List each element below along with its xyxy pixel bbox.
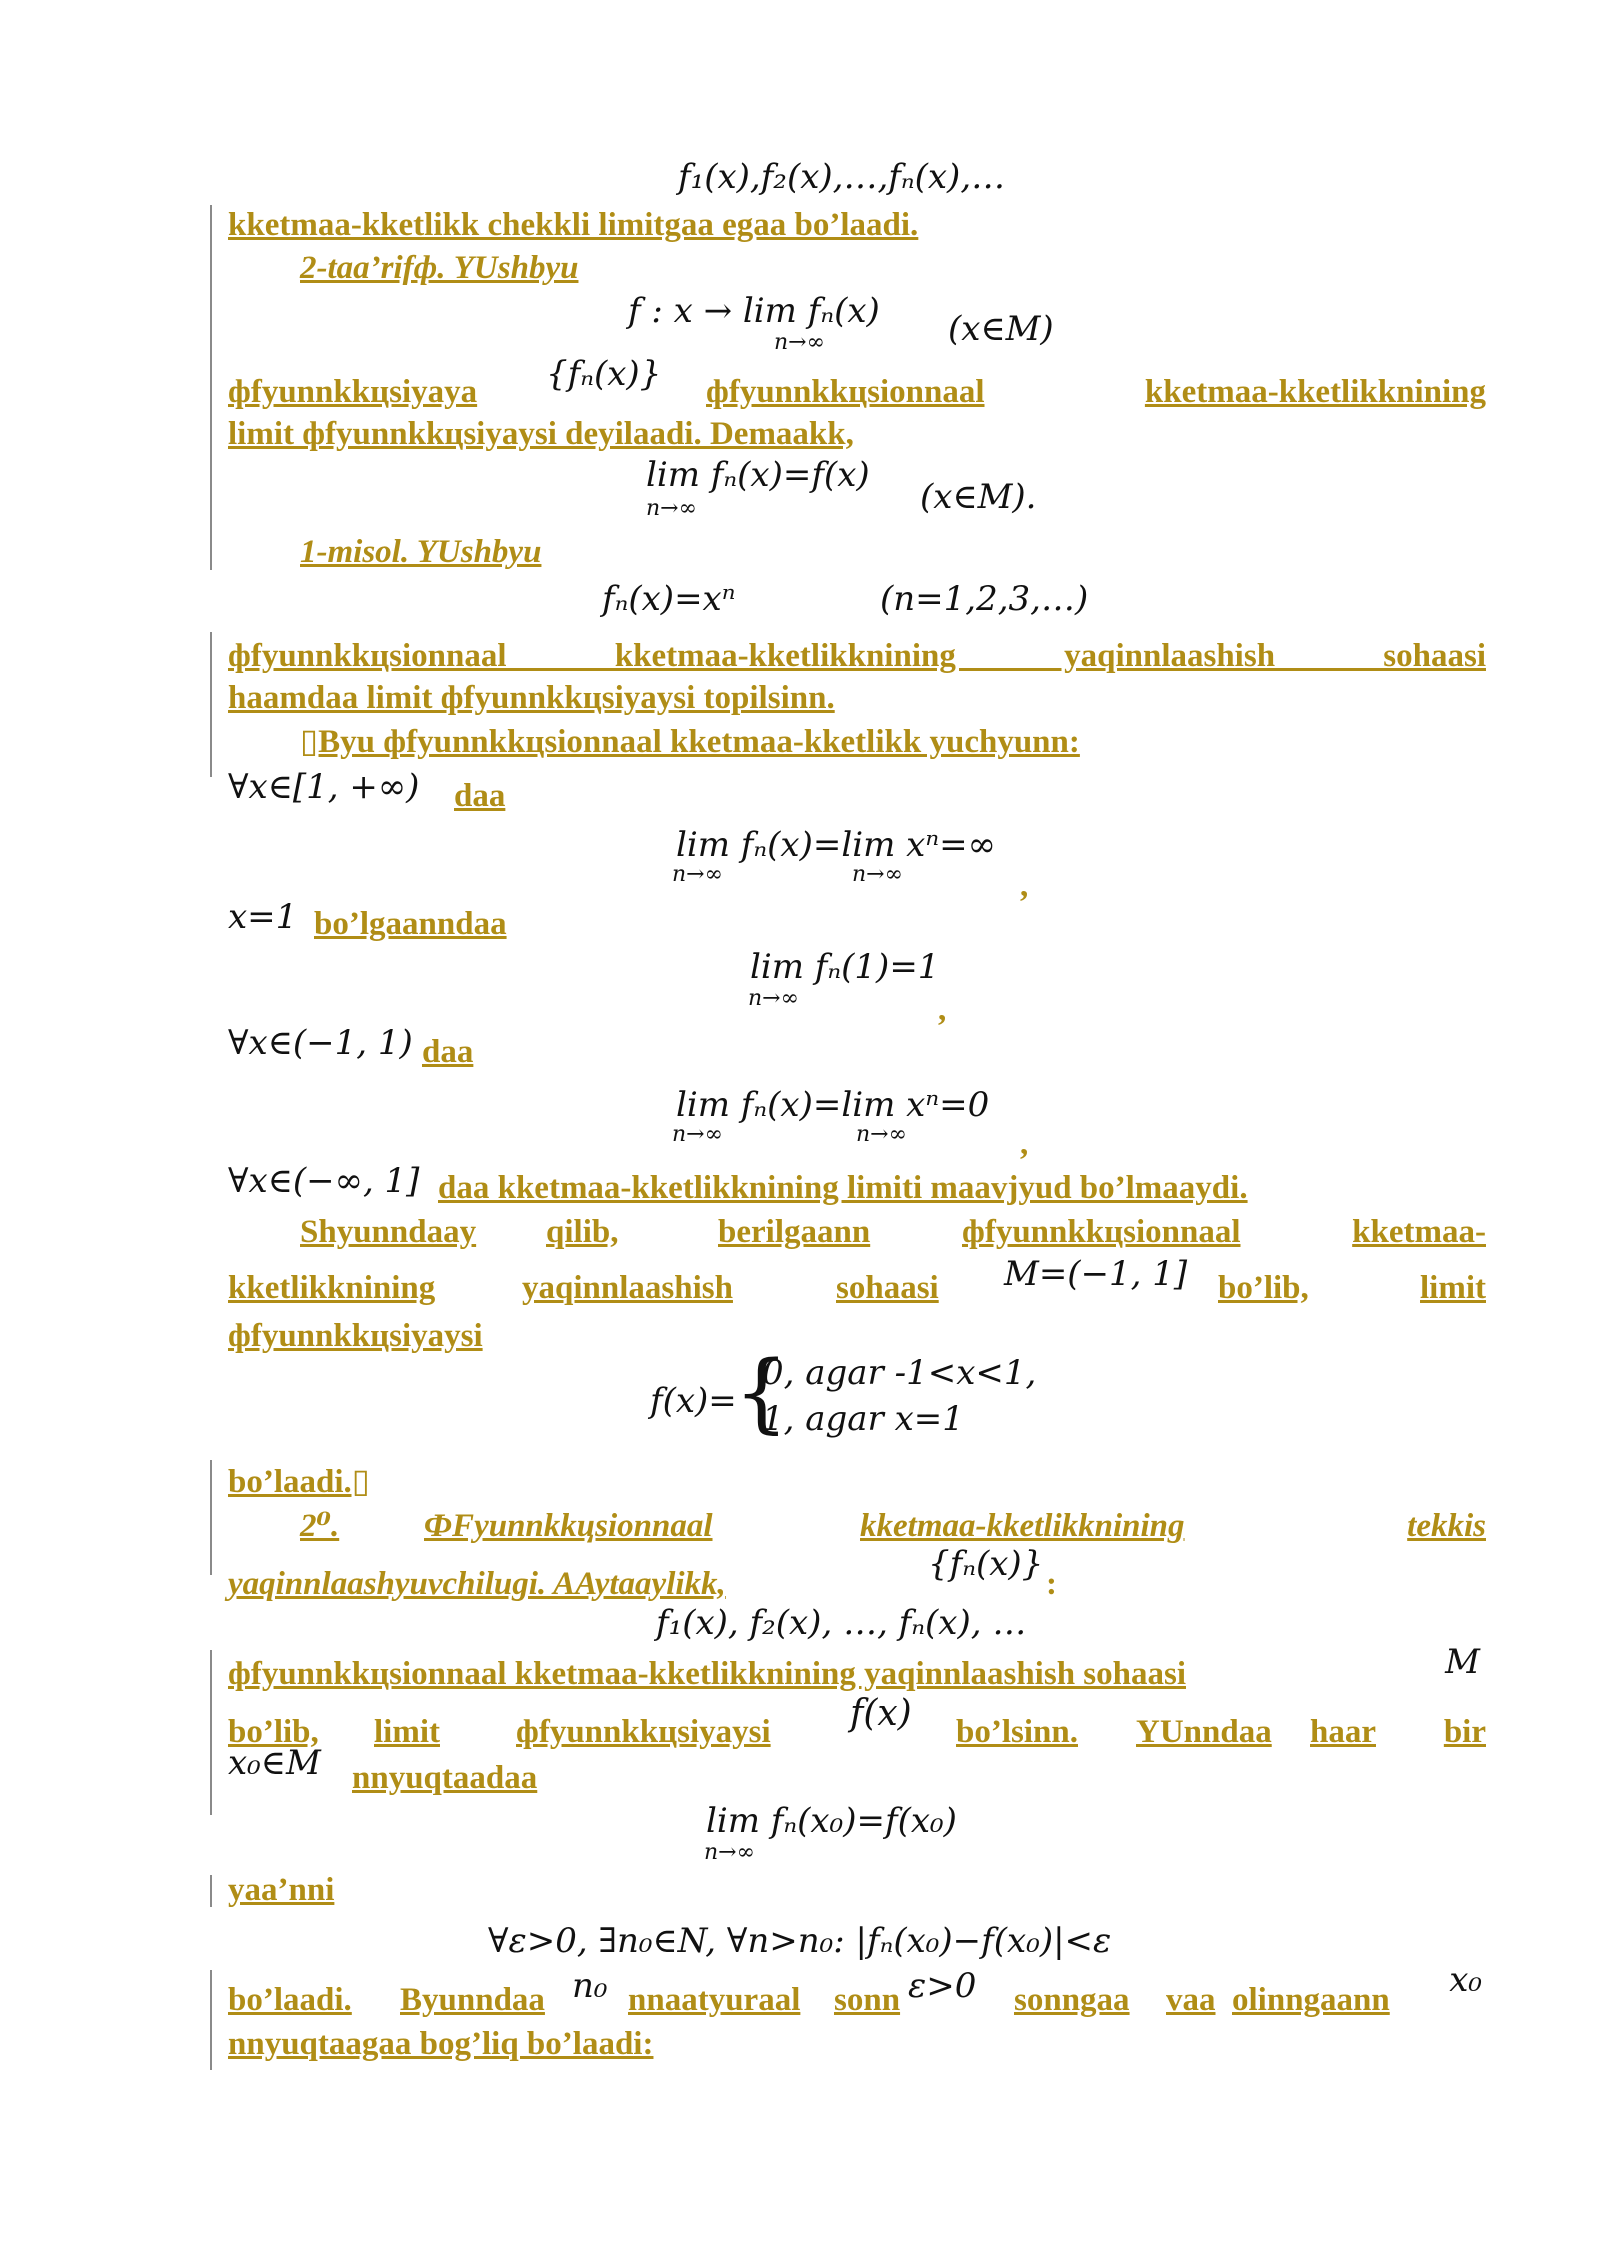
- paragraph-line: фfyunnkkцsionnaal kketmaa-kketlikknining yaqinnlaashish sohaasi M: [228, 1642, 1480, 1692]
- limit-subscript: n→∞: [646, 496, 697, 521]
- paragraph-word: bo’lgaanndaa: [314, 906, 507, 942]
- paragraph-line: haamdaa limit фfyunnkkцsiyaysi topilsinn.: [228, 680, 835, 716]
- revision-bar: [210, 1460, 212, 1575]
- example-range: (n=1,2,3,…): [880, 579, 1089, 619]
- comma: ,: [1020, 1126, 1029, 1162]
- comma: ,: [938, 992, 947, 1028]
- condition-math: ∀x∈(−∞, 1]: [228, 1161, 420, 1201]
- comma: ,: [1020, 868, 1029, 904]
- limit-subscript: n→∞: [774, 330, 825, 355]
- formula-limit-infinity: lim fₙ(x)=lim xⁿ=∞: [676, 825, 996, 865]
- piecewise-lhs: f(x)=: [650, 1381, 737, 1421]
- set-math: M=(−1, 1]: [1004, 1254, 1188, 1294]
- condition-math: x=1: [228, 897, 298, 937]
- paragraph-line: limit фfyunnkkцsiyaysi deyilaadi. Demaakk,: [228, 416, 854, 452]
- paragraph-word: daa: [422, 1034, 474, 1070]
- paragraph-line: фfyunnkkцsiyaya {fₙ(x)} фfyunnkkцsionnaal kketmaa-kketlikknining: [228, 354, 1486, 410]
- definition-formula: f : x → lim fₙ(x): [628, 291, 880, 331]
- document-page: f₁(x),f₂(x),…,fₙ(x),… kketmaa-kketlikk chekkli limitgaa egaa bo’laadi. 2-taa’rifф. YUshbyu f : x → lim fₙ(x) n→∞ (x∈M) фfyunnkkцsiyaya {fₙ(x)} фfyunnkkцsionnaal kketmaa-kketlikknining limit фfyunnkkцsiyaysi deyilaadi. Demaakk, lim fₙ(x)=f(x) n→∞ (x∈M). 1-misol. YUshbyu fₙ(x)=xⁿ (n=1,2,3,…) фfyunnkkцsionnaal kketmaa-kketlikknining yaqinnlaashish sohaasi haamdaa limit фfyunnkkцsiyaysi topilsinn. ▯Byu фfyunnkkцsionnaal kketmaa-kketlikk yuchyunn: ∀x∈[1, +∞) daa lim fₙ(x)=lim xⁿ=∞ n→∞ n→∞ , x=1 bo’lgaanndaa lim fₙ(1)=1 n→∞ , ∀x∈(−1, 1) daa lim fₙ(x)=lim xⁿ=0 n→∞ n→∞ , ∀x∈(−∞, 1] daa kketmaa-kketlikknining limitі maavjyud bo’lmaaydi. Shyunndaay qilib, berilgaann фfyunnkkцsionnaal kketmaa- kketlikknining yaqinnlaashish sohaasi M=(−1, 1] bo’lib, limit фfyunnkkцsiyaysi f(x)= { 0, agar -1<x<1, 1, agar x=1 bo’laadi.▯ 2⁰. ФFyunnkkцsionnaal kketmaa-kketlikknining tekkis yaqinnlaashyuvchilugi. AAytaaylikk, {fₙ(x)} : f₁(x), f₂(x), …, fₙ(x), … фfyunnkkцsionnaal kketmaa-kketlikknining yaqinnlaashish sohaasi M bo’lib, limit фfyunnkkцsiyaysi f(x) bo’lsinn. YUnndaa haar bir x₀∈M nnyuqtaadaa lim fₙ(x₀)=f(x₀) n→∞ yaa’nni ∀ε>0, ∃n₀∈N, ∀n>n₀: |fₙ(x₀)−f(x₀)|<ε bo’laadi. Byunndaa n₀ nnaatyuraal sonn ε>0 sonngaa vaa olinngaann x₀ nnyuqtaagaa bog’liq bo’laadi:: [0, 0, 1600, 2262]
- index-math: n₀: [572, 1966, 608, 2006]
- limit-subscript: n→∞: [856, 1122, 907, 1147]
- revision-bar: [210, 205, 212, 570]
- epsilon-definition: ∀ε>0, ∃n₀∈N, ∀n>n₀: |fₙ(x₀)−f(x₀)|<ε: [488, 1921, 1112, 1961]
- paragraph-line: bo’laadi.▯: [228, 1464, 370, 1500]
- pointwise-limit: lim fₙ(x₀)=f(x₀): [706, 1801, 957, 1841]
- paragraph-line: nnyuqtaagaa bog’liq bo’laadi:: [228, 2026, 654, 2062]
- paragraph-line: daa kketmaa-kketlikknining limitі maavjyud bo’lmaaydi.: [438, 1170, 1248, 1206]
- limit-subscript: n→∞: [748, 986, 799, 1011]
- paragraph-line: yaa’nni: [228, 1872, 335, 1908]
- function-sequence-math: {fₙ(x)}: [546, 354, 662, 394]
- paragraph-word: daa: [454, 778, 506, 814]
- limit-subscript: n→∞: [672, 862, 723, 887]
- condition-math: ∀x∈(−1, 1): [228, 1023, 413, 1063]
- domain-formula: (x∈M).: [920, 477, 1037, 517]
- revision-bar: [210, 1970, 212, 2070]
- paragraph-line: kketmaa-kketlikk chekkli limitgaa egaa bo’laadi.: [228, 207, 919, 243]
- paragraph-word: nnyuqtaadaa: [352, 1760, 538, 1796]
- set-math: M: [1445, 1642, 1480, 1682]
- piecewise-row: 1, agar x=1: [762, 1399, 964, 1439]
- epsilon-math: ε>0: [908, 1966, 977, 2006]
- piecewise-row: 0, agar -1<x<1,: [762, 1353, 1037, 1393]
- limit-equation: lim fₙ(x)=f(x): [646, 455, 870, 495]
- example-heading: 1-misol. YUshbyu: [300, 534, 542, 570]
- revision-bar: [210, 1650, 212, 1815]
- sequence-formula: f₁(x),f₂(x),…,fₙ(x),…: [678, 157, 1006, 197]
- condition-math: ∀x∈[1, +∞): [228, 767, 420, 807]
- function-math: f(x): [850, 1693, 912, 1734]
- limit-subscript: n→∞: [672, 1122, 723, 1147]
- definition-heading: 2-taa’rifф. YUshbyu: [300, 250, 579, 286]
- revision-bar: [210, 1875, 212, 1907]
- limit-subscript: n→∞: [852, 862, 903, 887]
- revision-bar: [210, 632, 212, 777]
- limit-subscript: n→∞: [704, 1840, 755, 1865]
- point-math: x₀: [1449, 1960, 1482, 2000]
- paragraph-line: фfyunnkkцsiyaysi: [228, 1318, 483, 1354]
- paragraph-line: ▯Byu фfyunnkkцsionnaal kketmaa-kketlikk yuchyunn:: [300, 724, 1080, 760]
- sequence-formula: f₁(x), f₂(x), …, fₙ(x), …: [656, 1603, 1027, 1643]
- function-sequence-math: {fₙ(x)}: [928, 1544, 1044, 1584]
- domain-formula: (x∈M): [948, 309, 1054, 349]
- paragraph-line: фfyunnkkцsionnaal kketmaa-kketlikknining yaqinnlaashish sohaasi: [228, 638, 1486, 674]
- point-math: x₀∈M: [228, 1743, 321, 1783]
- example-formula: fₙ(x)=xⁿ: [602, 579, 736, 619]
- curly-brace: {: [734, 1343, 789, 1443]
- formula-limit-zero: lim fₙ(x)=lim xⁿ=0: [676, 1085, 990, 1125]
- paragraph-line: yaqinnlaashyuvchilugi. AAytaaylikk, {fₙ(x)} :: [228, 1544, 1057, 1602]
- formula-limit-one: lim fₙ(1)=1: [750, 947, 940, 987]
